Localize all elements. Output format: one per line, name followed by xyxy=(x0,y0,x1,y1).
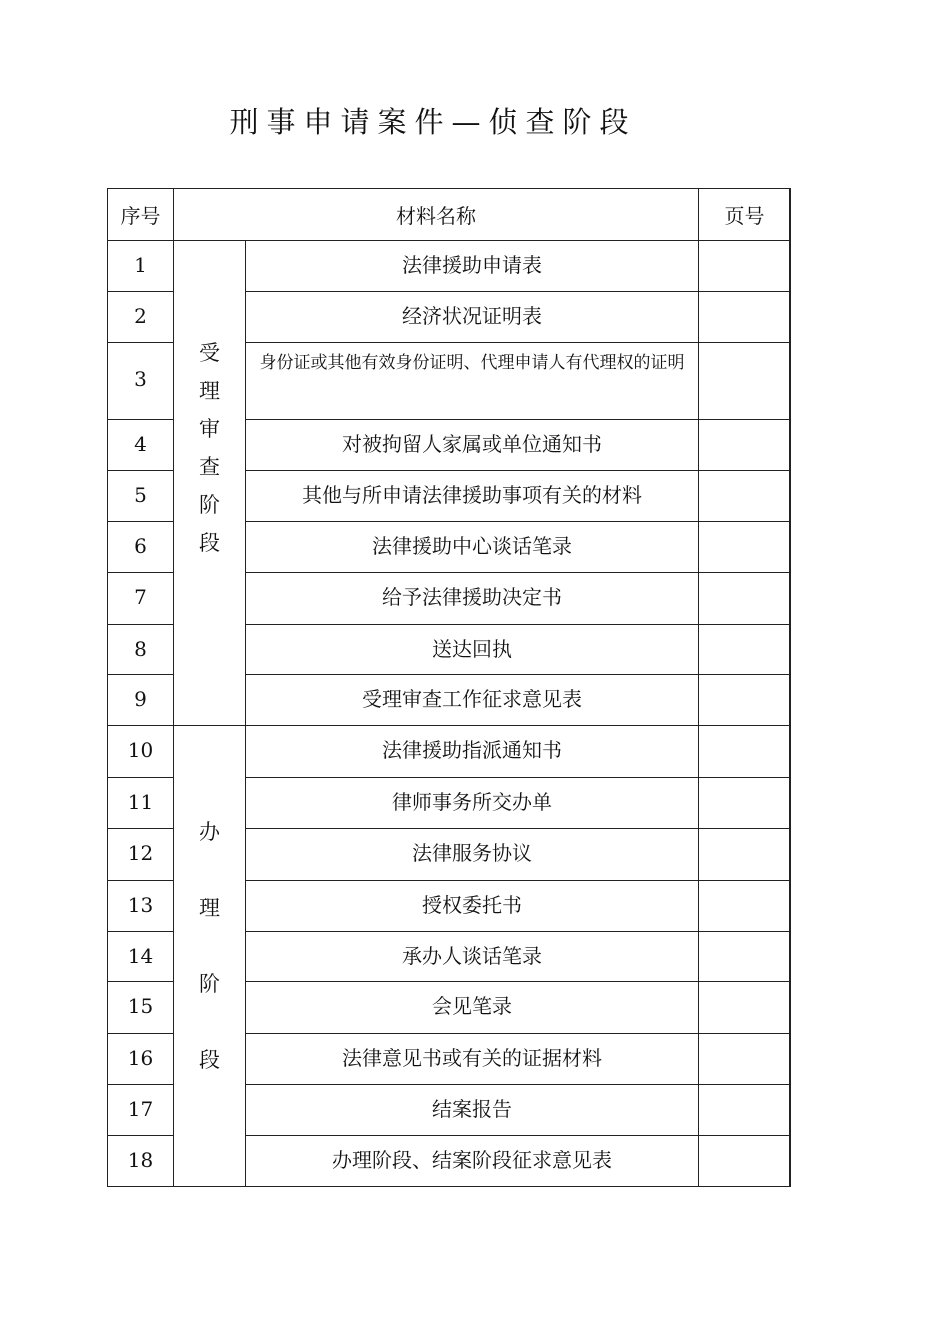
row-no: 13 xyxy=(108,881,174,932)
stage-label-char: 审 xyxy=(199,417,220,441)
row-page-no xyxy=(699,292,791,343)
row-no: 2 xyxy=(108,292,174,343)
materials-catalog-table xyxy=(107,188,791,1187)
row-no: 8 xyxy=(108,625,174,675)
row-material-name: 法律援助申请表 xyxy=(246,241,699,292)
row-no: 10 xyxy=(108,726,174,778)
row-material-name: 给予法律援助决定书 xyxy=(246,573,699,625)
row-no: 14 xyxy=(108,932,174,982)
row-material-name: 承办人谈话笔录 xyxy=(246,932,699,982)
row-no: 4 xyxy=(108,420,174,471)
row-material-name: 法律援助中心谈话笔录 xyxy=(246,522,699,573)
row-material-name: 授权委托书 xyxy=(246,881,699,932)
stage-label-char: 查 xyxy=(199,455,220,479)
table-header-row xyxy=(108,189,791,241)
row-material-name: 受理审查工作征求意见表 xyxy=(246,675,699,726)
row-material-name: 送达回执 xyxy=(246,625,699,675)
page-title: 刑事申请案件—侦查阶段 xyxy=(229,105,637,139)
row-page-no xyxy=(699,982,791,1034)
row-no: 16 xyxy=(108,1034,174,1085)
row-page-no xyxy=(699,932,791,982)
header-material-name: 材料名称 xyxy=(174,189,699,241)
stage-label-char: 阶 xyxy=(199,972,220,996)
stage-acceptance-review xyxy=(174,241,246,726)
row-page-no xyxy=(699,778,791,829)
stage-label-char: 理 xyxy=(199,379,220,403)
stage-handling xyxy=(174,726,246,1187)
row-no: 3 xyxy=(108,343,174,420)
row-material-name: 身份证或其他有效身份证明、代理申请人有代理权的证明 xyxy=(246,343,699,420)
row-no: 7 xyxy=(108,573,174,625)
row-page-no xyxy=(699,522,791,573)
row-no: 5 xyxy=(108,471,174,522)
row-material-name: 结案报告 xyxy=(246,1085,699,1136)
row-no: 12 xyxy=(108,829,174,881)
row-page-no xyxy=(699,829,791,881)
table-row xyxy=(108,241,791,292)
row-no: 9 xyxy=(108,675,174,726)
row-material-name: 其他与所申请法律援助事项有关的材料 xyxy=(246,471,699,522)
row-page-no xyxy=(699,1085,791,1136)
stage-label-char: 受 xyxy=(199,341,220,365)
row-page-no xyxy=(699,471,791,522)
stage-label-char: 段 xyxy=(199,1048,220,1072)
row-page-no xyxy=(699,625,791,675)
row-no: 18 xyxy=(108,1136,174,1187)
row-material-name: 经济状况证明表 xyxy=(246,292,699,343)
row-material-name: 法律服务协议 xyxy=(246,829,699,881)
stage-label-char: 办 xyxy=(199,820,220,844)
row-no: 15 xyxy=(108,982,174,1034)
row-page-no xyxy=(699,726,791,778)
stage-label-char: 段 xyxy=(199,531,220,555)
row-page-no xyxy=(699,343,791,420)
row-page-no xyxy=(699,881,791,932)
row-page-no xyxy=(699,1034,791,1085)
row-page-no xyxy=(699,1136,791,1187)
stage-label-char: 理 xyxy=(199,896,220,920)
row-page-no xyxy=(699,573,791,625)
row-page-no xyxy=(699,675,791,726)
row-material-name: 对被拘留人家属或单位通知书 xyxy=(246,420,699,471)
row-material-name: 办理阶段、结案阶段征求意见表 xyxy=(246,1136,699,1187)
row-material-name: 法律援助指派通知书 xyxy=(246,726,699,778)
row-no: 1 xyxy=(108,241,174,292)
row-page-no xyxy=(699,420,791,471)
header-page-no: 页号 xyxy=(699,189,791,241)
header-no: 序号 xyxy=(108,189,174,241)
stage-label-char: 阶 xyxy=(199,493,220,517)
row-no: 11 xyxy=(108,778,174,829)
row-material-name: 律师事务所交办单 xyxy=(246,778,699,829)
table-right-border-rule xyxy=(789,188,791,1187)
row-no: 17 xyxy=(108,1085,174,1136)
row-material-name: 会见笔录 xyxy=(246,982,699,1034)
row-page-no xyxy=(699,241,791,292)
row-no: 6 xyxy=(108,522,174,573)
row-material-name: 法律意见书或有关的证据材料 xyxy=(246,1034,699,1085)
table-row xyxy=(108,726,791,778)
